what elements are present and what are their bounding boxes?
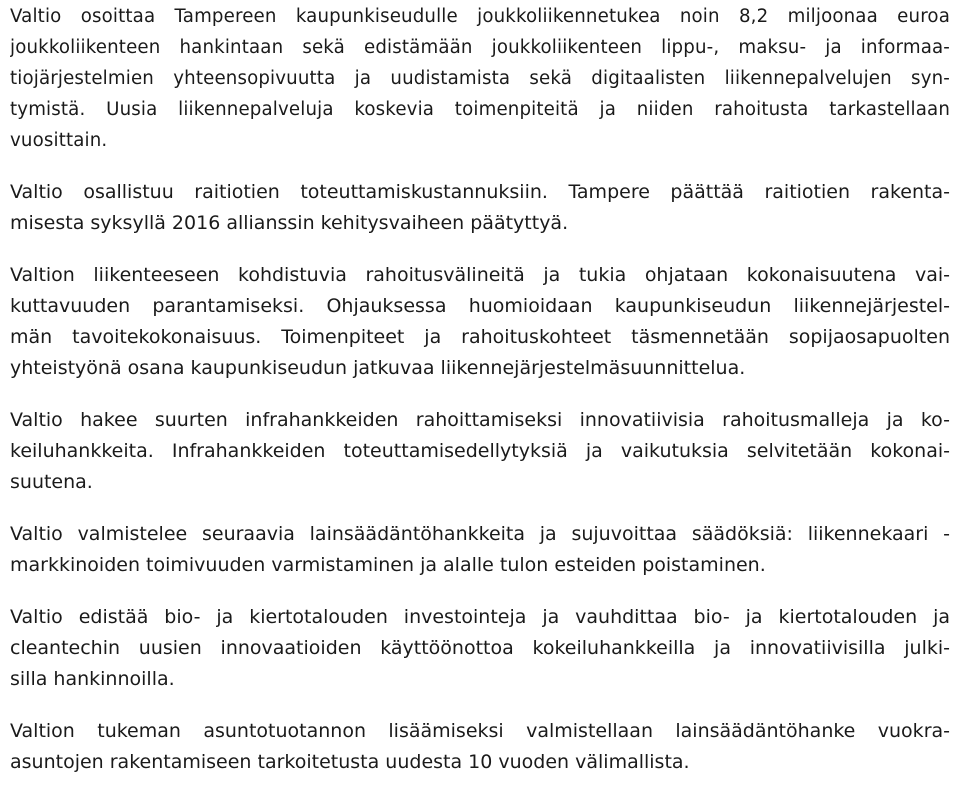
text-line: keiluhankkeita. Infrahankkeiden toteuttamisedellytyksiä ja vaikutuksia selvitetään kokonai- [10,440,950,462]
text-line: kuttavuuden parantamiseksi. Ohjauksessa huomioidaan kaupunkiseudun liikennejärjestel- [10,295,950,317]
text-line: asuntojen rakentamiseen tarkoitetusta uudesta 10 vuoden välimallista. [10,751,690,773]
text-line: vuosittain. [10,130,108,151]
text-line: yhteistyönä osana kaupunkiseudun jatkuvaa liikennejärjestelmäsuunnittelua. [10,357,746,379]
text-line: Valtio edistää bio- ja kiertotalouden investointeja ja vauhdittaa bio- ja kiertotalouden ja [10,606,950,628]
text-line: markkinoiden toimivuuden varmistaminen ja alalle tulon esteiden poistaminen. [10,554,766,576]
paragraph-tramway [10,177,950,239]
text-line: cleantechin uusien innovaatioiden käyttöönottoa kokeiluhankkeilla ja innovatiivisilla julki- [10,637,950,659]
paragraph-housing-production [10,716,950,778]
paragraph-gap [10,384,950,405]
paragraph-infrastructure-projects [10,405,950,498]
paragraph-gap [10,156,950,177]
paragraph-gap [10,239,950,260]
text-line: tymistä. Uusia liikennepalveluja koskevia toimenpiteitä ja niiden rahoitusta tarkastellaan [10,99,950,120]
paragraph-funding-instruments [10,260,950,384]
text-line: män tavoitekokonaisuus. Toimenpiteet ja rahoituskohteet täsmennetään sopijaosapuolten [10,326,950,348]
text-line: Valtio osoittaa Tampereen kaupunkiseudulle joukkoliikennetukea noin 8,2 miljoonaa euroa [10,6,950,27]
text-line: joukkoliikenteen hankintaan sekä edistämään joukkoliikenteen lippu-, maksu- ja informaa- [10,37,950,58]
paragraph-gap [10,695,950,716]
text-line: Valtion liikenteeseen kohdistuvia rahoitusvälineitä ja tukia ohjataan kokonaisuutena vai- [10,264,950,286]
paragraph-bio-circular-economy [10,602,950,695]
text-line: Valtio valmistelee seuraavia lainsäädäntöhankkeita ja sujuvoittaa säädöksiä: liikennekaari - [10,523,950,545]
text-line: suutena. [10,471,93,493]
paragraph-legislation [10,519,950,581]
paragraph-gap [10,581,950,602]
text-line: misesta syksyllä 2016 allianssin kehitysvaiheen päätyttyä. [10,212,569,234]
text-line: Valtion tukeman asuntotuotannon lisäämiseksi valmistellaan lainsäädäntöhanke vuokra- [10,720,950,742]
text-line: tiojärjestelmien yhteensopivuutta ja uudistamista sekä digitaalisten liikennepalvelujen syn- [10,68,950,89]
text-line: silla hankinnoilla. [10,668,175,690]
paragraph-public-transport-subsidy [10,1,950,156]
text-line: Valtio hakee suurten infrahankkeiden rahoittamiseksi innovatiivisia rahoitusmalleja ja ko- [10,409,950,431]
text-line: Valtio osallistuu raitiotien toteuttamiskustannuksiin. Tampere päättää raitiotien rakenta- [10,181,950,203]
paragraph-gap [10,498,950,519]
